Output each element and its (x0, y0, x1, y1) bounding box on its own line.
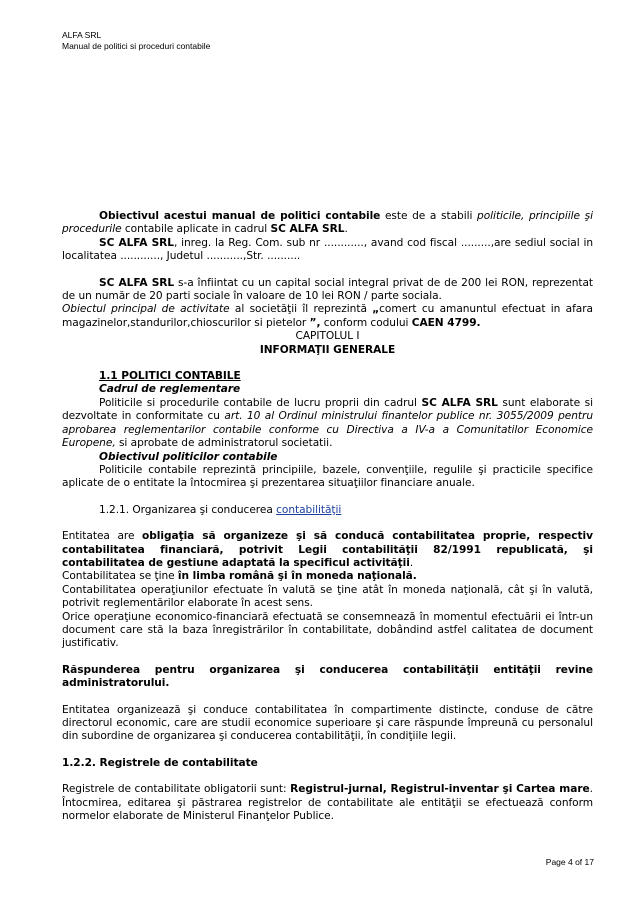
company-registration-paragraph (62, 237, 593, 264)
activity-object-paragraph (62, 303, 593, 330)
text-run: Registrul-jurnal, Registrul-inventar şi Cartea mare (290, 783, 590, 796)
text-run: . (409, 556, 414, 569)
text-run: , inreg. la Reg. Com. sub nr ............, avand cod fiscal .........,are sediul social in localitatea ............, Judetul ...........,Str. .......... (62, 236, 594, 263)
regulatory-framework-heading: Cadrul de reglementare (99, 383, 241, 396)
organization-obligation-paragraph (62, 530, 593, 570)
page-header (62, 30, 210, 51)
text-run: politicile, principiile şi procedurile (62, 210, 593, 236)
section-1-1-title: 1.1 POLITICI CONTABILE (99, 370, 241, 383)
intro-paragraph (62, 210, 593, 237)
text-run: este de a stabili (380, 210, 478, 222)
share-capital-paragraph (62, 277, 593, 304)
text-run: si aprobate de administratorul societatii. (115, 437, 333, 450)
text-run: „ (372, 303, 380, 316)
text-run: sunt elaborate si dezvoltate in conformitate cu (62, 396, 593, 423)
supporting-document-paragraph: Orice operaţiune economico-financiară efectuată se consemnează în momentul efectuării ei într-un document care stă la baza înregistrărilor în contabilitate, dobândind astfel calitatea de document justificativ. (62, 610, 593, 650)
text-run: obligaţia să organizeze şi să conducă contabilitatea proprie, respectiv contabilitatea financiară, potrivit Legii contabilităţii 82/1991 republicată, şi contabilitatea de gestiune adaptată la specificul activităţii (62, 530, 593, 569)
document-title: Manual de politici si proceduri contabile (62, 40, 211, 51)
registers-paragraph (62, 783, 593, 823)
text-run: în limba română şi în moneda naţională. (177, 570, 417, 583)
text-run: comert cu amanuntul efectuat in afara magazinelor,standurilor,chioscurilor si pietelor (62, 303, 593, 329)
text-run: . (344, 223, 348, 236)
responsibility-paragraph: Răspunderea pentru organizarea şi conducerea contabilităţii entităţii revine administratorului. (62, 663, 593, 690)
regulatory-framework-paragraph (62, 397, 593, 451)
text-run: Obiectivul acestui manual de politici contabile (99, 210, 381, 222)
text-run: SC ALFA SRL (421, 396, 498, 409)
chapter-number: CAPITOLUL I (295, 330, 360, 343)
text-run: Registrele de contabilitate obligatorii sunt: (62, 783, 291, 796)
text-run: Entitatea are (62, 530, 143, 543)
text-run: ”, (309, 316, 321, 329)
chapter-title: INFORMAŢII GENERALE (259, 343, 396, 356)
language-currency-paragraph (62, 570, 593, 583)
section-1-2-1-title (62, 504, 593, 517)
text-run: CAEN 4799. (411, 316, 481, 329)
text-run: Contabilitatea se ţine (62, 570, 178, 583)
text-run: al societăţii îl reprezintă (229, 303, 373, 316)
policy-objective-paragraph: Politicile contabile reprezintă principiile, bazele, convenţiile, regulile şi practicile specifice aplicate de o entitate la întocmirea şi prezentarea situaţiilor financiare anuale. (62, 463, 593, 490)
text-run: art. 10 al Ordinul ministrului finantelor publice nr. 3055/2009 pentru aprobarea reglementarilor contabile conforme cu Directiva a IV-a a Comunitatilor Economice Europene, (62, 410, 593, 450)
text-run: SC ALFA SRL (270, 223, 345, 236)
text-run: SC ALFA SRL (99, 276, 175, 289)
accounting-link[interactable]: contabilităţii (276, 503, 342, 516)
document-body (62, 210, 593, 823)
policy-objective-heading: Obiectivul politicilor contabile (99, 450, 278, 463)
company-name: ALFA SRL (62, 30, 102, 40)
text-run: conform codului (320, 316, 412, 329)
page-number: Page 4 of 17 (545, 857, 594, 867)
text-run: SC ALFA SRL (99, 236, 174, 249)
text-run: . Întocmirea, editarea şi păstrarea registrelor de contabilitate ale entităţii se efectuează conform normelor elaborate de Ministerul Finanţelor Publice. (62, 783, 593, 823)
text-run: contabile aplicate in cadrul (121, 223, 271, 236)
text-run: Obiectul principal de activitate (62, 303, 230, 316)
compartments-paragraph: Entitatea organizează şi conduce contabilitatea în compartimente distincte, conduse de către directorul economic, care are studii economice superioare şi care răspunde împreună cu personalul din subordine de organizarea şi conducerea contabilităţii, în condiţiile legii. (62, 703, 593, 743)
section-1-2-1-text: 1.2.1. Organizarea şi conducerea (99, 503, 277, 516)
foreign-currency-paragraph: Contabilitatea operaţiunilor efectuate în valută se ţine atât în moneda naţională, cât şi în valută, potrivit reglementărilor elaborate în acest sens. (62, 583, 593, 610)
section-1-2-2-title: 1.2.2. Registrele de contabilitate (62, 756, 258, 769)
text-run: s-a înfiintat cu un capital social integral privat de de 200 lei RON, reprezentat de un număr de 20 parti sociale în valoare de 10 lei RON / parte sociala. (62, 276, 594, 303)
text-run: Politicile si procedurile contabile de lucru proprii din cadrul (99, 396, 422, 409)
